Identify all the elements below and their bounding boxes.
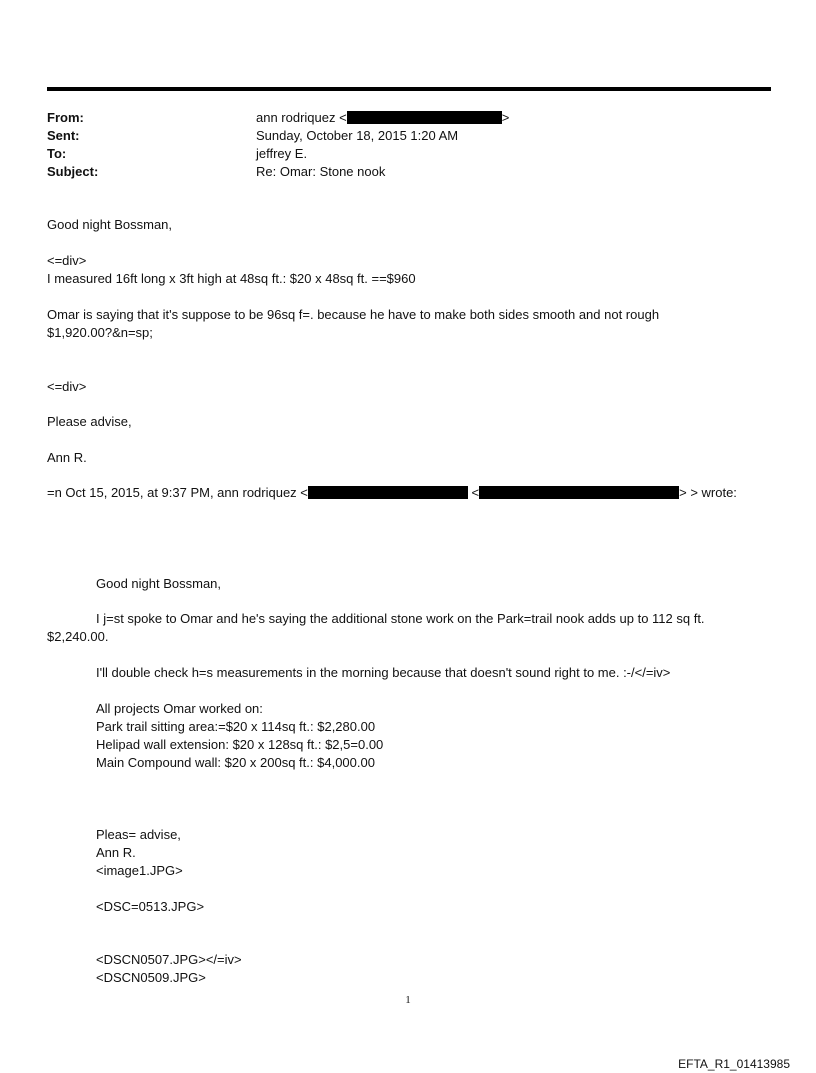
- projects-title: All projects Omar worked on:: [96, 701, 263, 716]
- redaction-box: [347, 111, 502, 124]
- subject-row: [47, 163, 747, 181]
- redaction-box: [479, 486, 679, 499]
- quoted-spoke-line-2: $2,240.00.: [47, 629, 109, 644]
- sent-value: Sunday, October 18, 2015 1:20 AM: [256, 128, 459, 143]
- advise-line: Please advise,: [47, 414, 132, 429]
- subject-value: Re: Omar: Stone nook: [256, 164, 386, 179]
- measurement-line: I measured 16ft long x 3ft high at 48sq ft.: $20 x 48sq ft. ==$960: [47, 271, 416, 286]
- email-header: [47, 109, 747, 181]
- div-tag-2: <=div>: [47, 379, 87, 394]
- to-label: To:: [47, 146, 67, 161]
- redaction-box: [308, 486, 468, 499]
- quoted-signature: Ann R.: [96, 845, 136, 860]
- wrote-line: =n Oct 15, 2015, at 9:37 PM, ann rodriquez < < > > wrote:: [47, 485, 737, 500]
- signature: Ann R.: [47, 450, 87, 465]
- omar-line-1: Omar is saying that it's suppose to be 96sq f=. because he have to make both sides smooth and not rough: [47, 307, 660, 322]
- sent-row: [47, 127, 747, 145]
- from-value: ann rodriquez < >: [256, 110, 510, 125]
- page-number: 1: [405, 994, 411, 1006]
- sent-label: Sent:: [47, 128, 80, 143]
- project-1: Park trail sitting area:=$20 x 114sq ft.: $2,280.00: [96, 719, 376, 734]
- div-tag-1: <=div>: [47, 253, 87, 268]
- from-row: [47, 109, 747, 127]
- omar-line-2: $1,920.00?&n=sp;: [47, 325, 153, 340]
- to-value: jeffrey E.: [256, 146, 308, 161]
- subject-label: Subject:: [47, 164, 99, 179]
- quoted-spoke-line-1: I j=st spoke to Omar and he's saying the additional stone work on the Park=trail nook adds up to 112 sq ft.: [96, 611, 705, 626]
- attachment-3: <DSCN0507.JPG></=iv>: [96, 952, 242, 967]
- quoted-advise: Pleas= advise,: [96, 827, 181, 842]
- attachment-4: <DSCN0509.JPG>: [96, 970, 206, 985]
- attachment-2: <DSC=0513.JPG>: [96, 899, 205, 914]
- project-3: Main Compound wall: $20 x 200sq ft.: $4,000.00: [96, 755, 375, 770]
- quoted-double-check: I'll double check h=s measurements in the morning because that doesn't sound right to me. :-/</=iv>: [96, 665, 671, 680]
- header-rule: [47, 87, 771, 91]
- quoted-greeting: Good night Bossman,: [96, 576, 222, 591]
- attachment-1: <image1.JPG>: [96, 863, 183, 878]
- from-label: From:: [47, 110, 84, 125]
- project-2: Helipad wall extension: $20 x 128sq ft.: $2,5=0.00: [96, 737, 384, 752]
- to-row: [47, 145, 747, 163]
- greeting: Good night Bossman,: [47, 217, 173, 232]
- document-id: EFTA_R1_01413985: [678, 1057, 790, 1071]
